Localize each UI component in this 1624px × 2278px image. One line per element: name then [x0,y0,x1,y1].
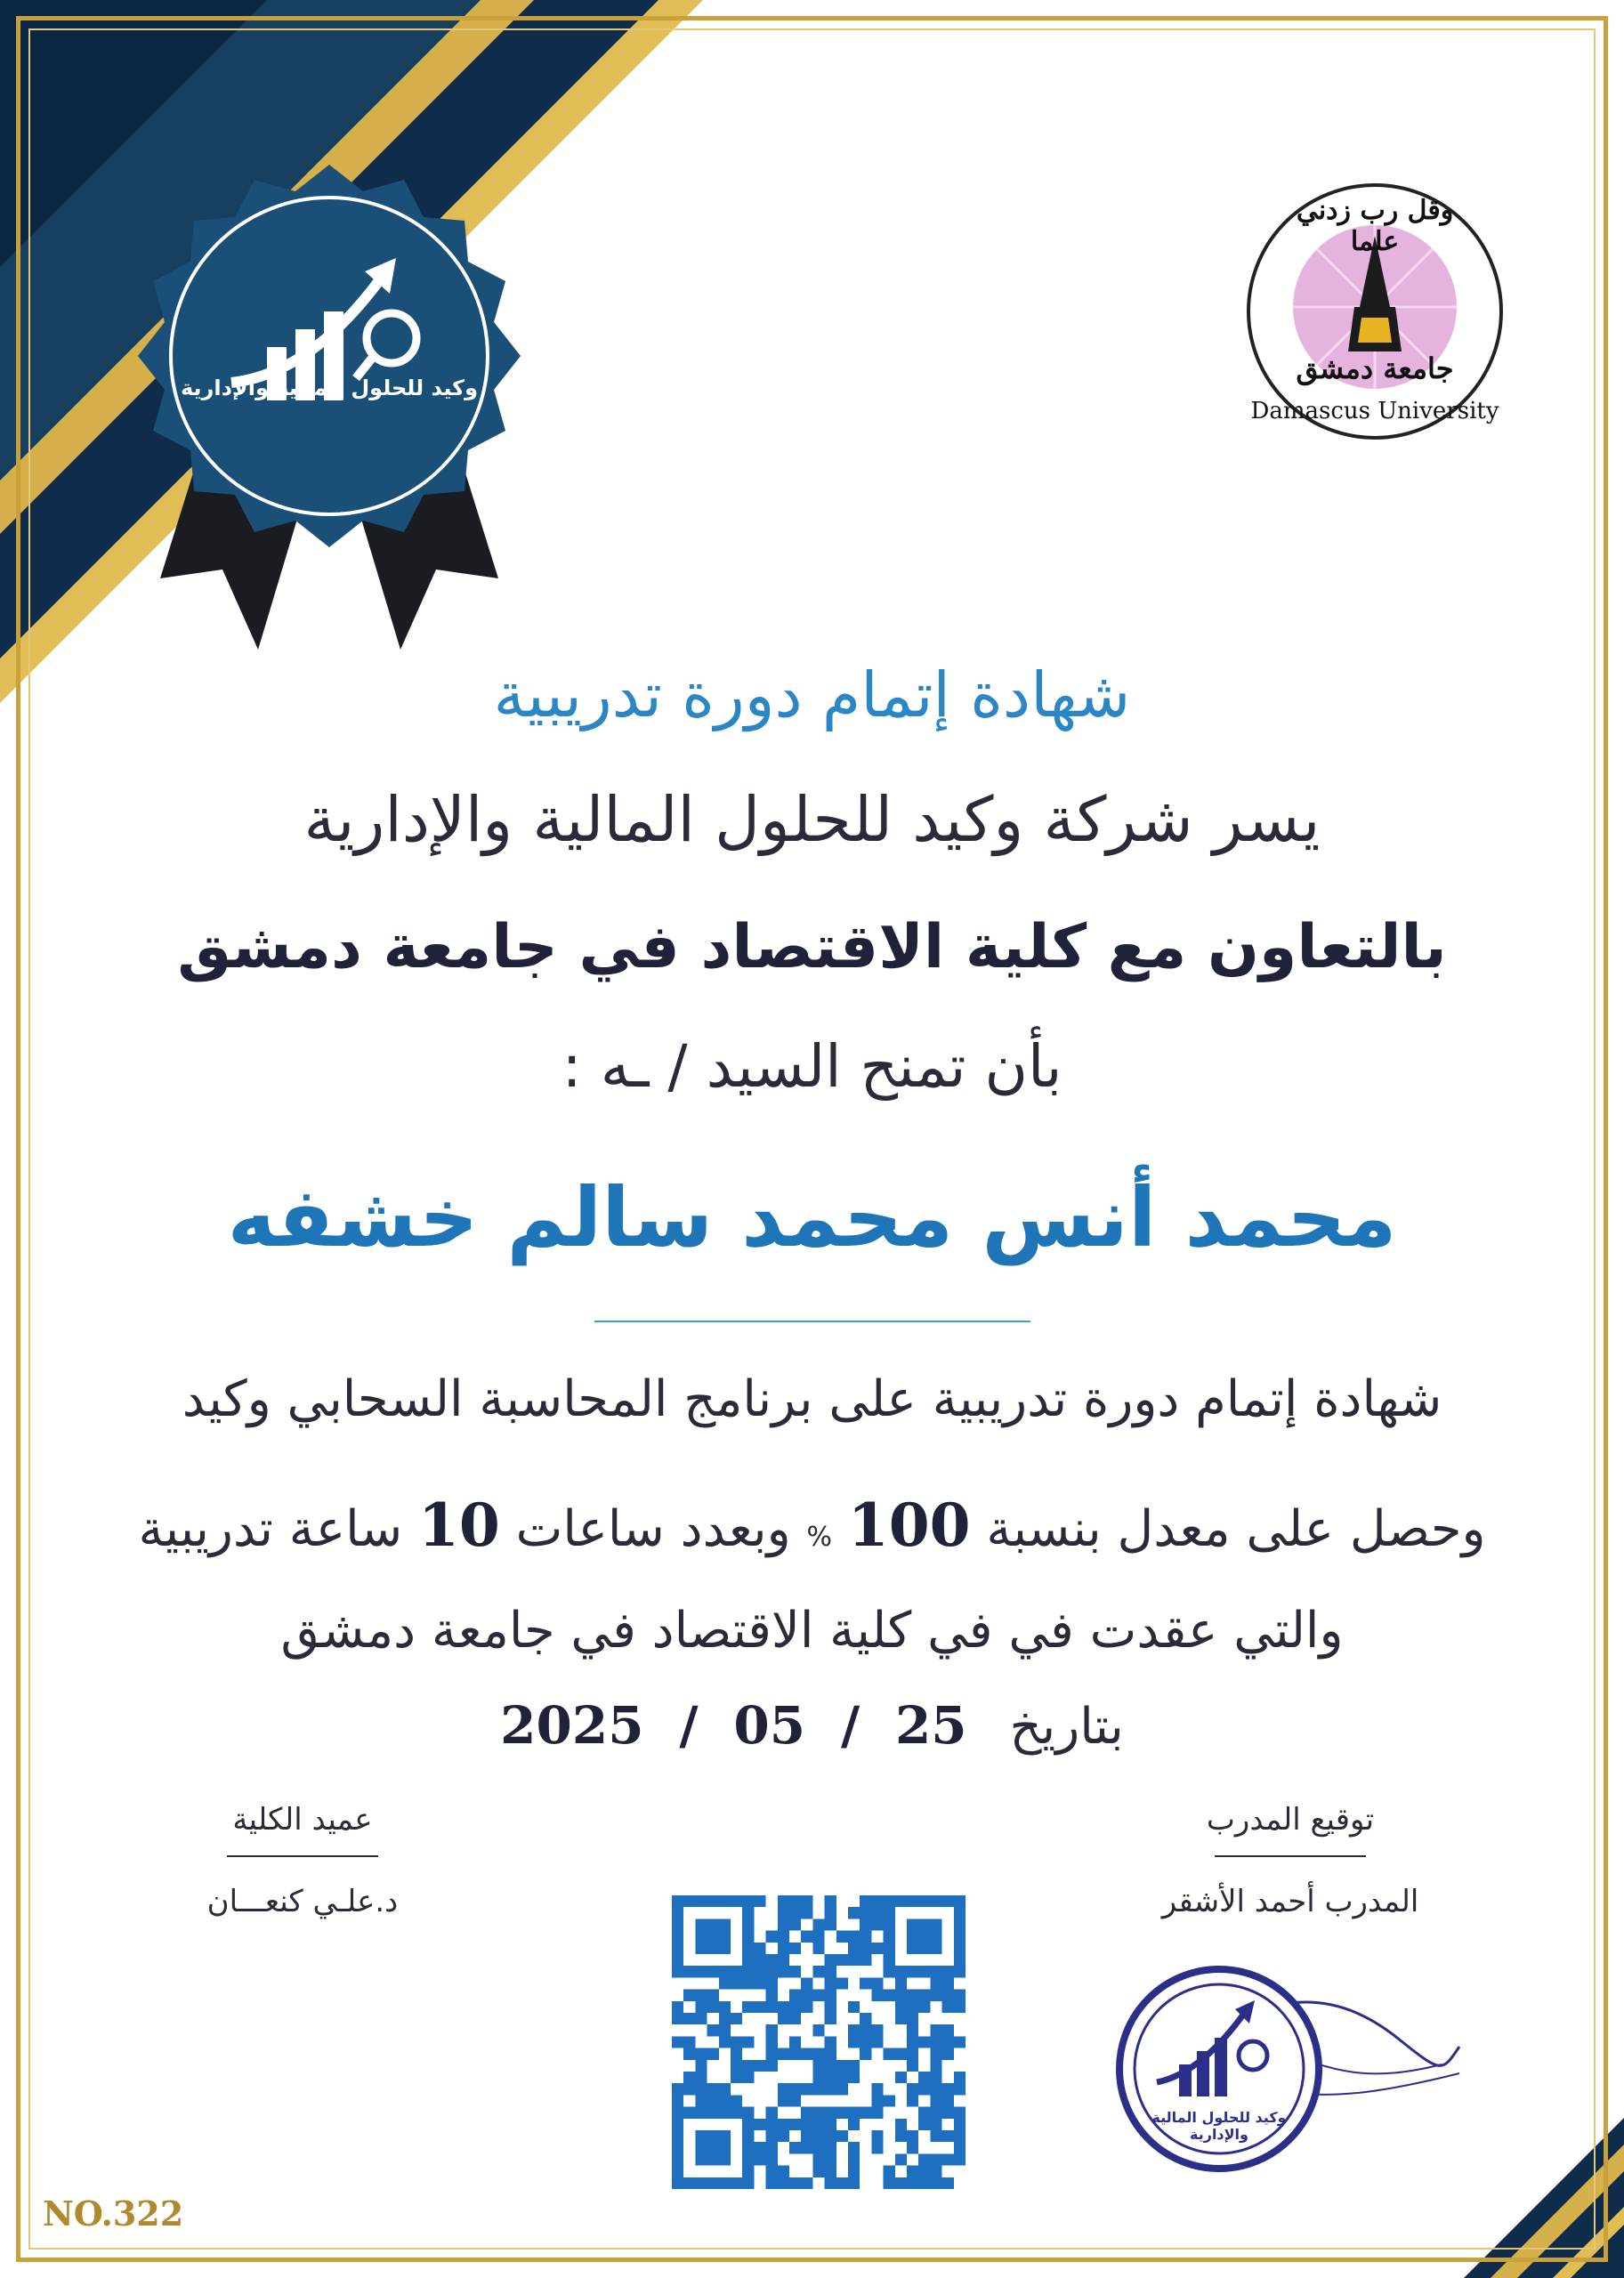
course-description: شهادة إتمام دورة تدريبية على برنامج المحاسبة السحابي وكيد [182,1370,1442,1428]
date-label: بتاريخ [1009,1698,1124,1756]
trainer-signature-line [1215,1855,1366,1857]
date-line [107,1695,1517,1756]
date-month: 05 [733,1695,806,1756]
badge-caption: وكيد للحلول المالية والإدارية [180,376,479,400]
trainer-name: المدرب أحمد الأشقر [1161,1884,1419,1919]
company-stamp [1103,1940,1477,2207]
dean-title: عميد الكلية [232,1802,373,1838]
waked-badge [125,151,534,650]
training-hours: 10 [417,1490,500,1560]
dean-signature-block [133,1802,472,1919]
grade-percent-value: 100 [847,1490,971,1560]
grade-text-c: ساعة تدريبية [138,1500,403,1558]
date-day: 25 [894,1695,967,1756]
dean-signature-line [227,1855,378,1857]
venue-line: والتي عقدت في في كلية الاقتصاد في جامعة دمشق [280,1602,1344,1660]
recipient-name: محمد أنس محمد سالم خشفه [227,1170,1397,1265]
date-separator: / [840,1695,860,1756]
grant-line: بأن تمنح السيد / ـه : [562,1032,1062,1101]
dean-name: د.علـي كنعـــان [206,1884,399,1919]
date-year: 2025 [500,1695,644,1756]
university-english-name: Damascus University [1250,398,1499,424]
date-separator: / [679,1695,699,1756]
damascus-university-logo [1237,174,1513,449]
university-arabic-name: جامعة دمشق [1296,351,1454,385]
grade-percent-sign: % [806,1522,832,1553]
trainer-title: توقيع المدرب [1206,1802,1375,1838]
name-divider [594,1321,1030,1322]
certificate-heading: شهادة إتمام دورة تدريبية [493,658,1131,731]
grade-line [107,1490,1517,1560]
university-motto: وقل رب زدني علما [1296,195,1454,257]
issuer-line: يسر شركة وكيد للحلول المالية والإدارية [303,783,1321,856]
trainer-signature-block [1103,1802,1477,1919]
grade-text-b: وبعدد ساعات [515,1500,791,1558]
grade-text-a: وحصل على معدل بنسبة [986,1500,1486,1558]
serial-number: NO.322 [43,2193,184,2234]
qr-code[interactable] [672,1895,966,2189]
partner-line: بالتعاون مع كلية الاقتصاد في جامعة دمشق [177,912,1447,982]
stamp-caption: وكيد للحلول المالية والإدارية [1151,2109,1287,2143]
